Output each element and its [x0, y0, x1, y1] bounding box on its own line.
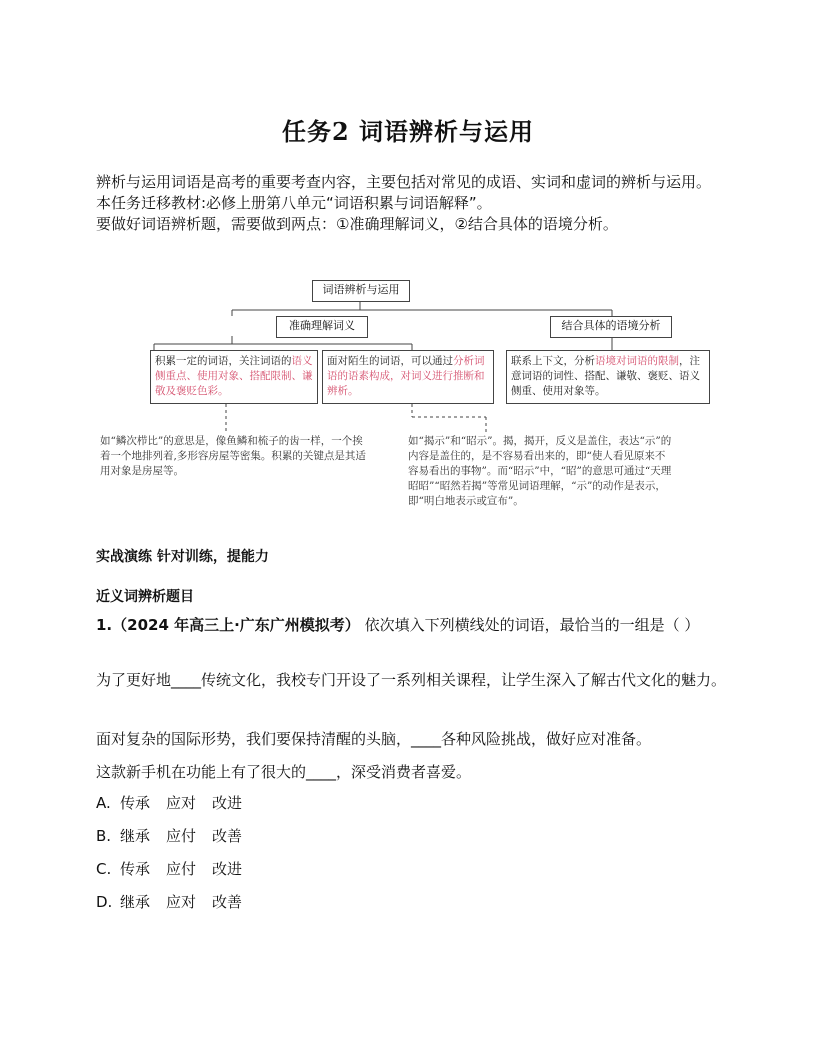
option-word: 改善	[212, 893, 243, 911]
option-letter: A.	[96, 794, 111, 812]
diagram-box-accumulate	[150, 350, 318, 404]
question-number: 1.	[96, 616, 113, 634]
diagram-node-context-analysis: 结合具体的语境分析	[550, 316, 672, 338]
diagram-node-understand-meaning: 准确理解词义	[276, 316, 368, 338]
option-word: 改善	[212, 827, 243, 845]
option-a[interactable]	[96, 792, 258, 813]
question-sentence-3: 这款新手机在功能上有了很大的____，深受消费者喜爱。	[96, 763, 472, 781]
intro-line: 要做好词语辨析题，需要做到两点：①准确理解词义，②结合具体的语境分析。	[96, 215, 618, 233]
plain-text: 联系上下文，分析	[511, 355, 595, 367]
option-c[interactable]	[96, 858, 258, 879]
plain-text: ，注意词语的词性、搭配、谦敬、褒贬、语义侧重、使用对象等。	[511, 355, 700, 397]
question-stem	[96, 613, 728, 637]
diagram-box-morpheme	[322, 350, 494, 404]
option-letter: B.	[96, 827, 112, 845]
option-word: 继承	[120, 827, 151, 845]
option-word: 应付	[166, 860, 197, 878]
diagram-box-text	[511, 354, 707, 399]
option-word: 传承	[120, 860, 151, 878]
option-word: 改进	[212, 860, 243, 878]
plain-text: 积累一定的词语，关注词语的	[155, 355, 292, 367]
concept-diagram	[96, 272, 720, 522]
option-word: 继承	[120, 893, 151, 911]
diagram-example-note-2: 如“揭示”和“昭示”。揭，揭开，反义是盖住，表达“示”的内容是盖住的，是不容易看出来的，即“使人看见原来不容易看出的事物”。而“昭示”中，“昭”的意思可通过“天理昭昭”“昭然若揭”等常见词语理解，“示”的动作是表示，即“明白地表示或宣布”。	[408, 435, 672, 507]
section-heading-practice: 实战演练 针对训练，提能力	[96, 549, 269, 565]
option-word: 改进	[212, 794, 243, 812]
page-title: 任务2 词语辨析与运用	[281, 117, 535, 146]
option-d[interactable]	[96, 891, 258, 912]
option-word: 应付	[166, 827, 197, 845]
question-prompt: 依次填入下列横线处的词语，最恰当的一组是（ ）	[359, 616, 700, 634]
diagram-box-text	[155, 354, 315, 399]
diagram-root-node: 词语辨析与运用	[312, 280, 410, 302]
intro-text	[96, 172, 728, 235]
highlight-text: 语境对词语的限制	[595, 355, 679, 367]
diagram-box-text	[327, 354, 491, 399]
highlight-text: 分析词语的语素构成，对词义进行推断和辨析。	[327, 355, 485, 397]
plain-text: 面对陌生的词语，可以通过	[327, 355, 453, 367]
option-letter: D.	[96, 893, 113, 911]
section-heading-synonyms: 近义词辨析题目	[96, 589, 194, 605]
intro-line: 辨析与运用词语是高考的重要考查内容，主要包括对常见的成语、实词和虚词的辨析与运用。	[96, 173, 712, 191]
option-word: 应对	[166, 893, 197, 911]
option-b[interactable]	[96, 825, 258, 846]
intro-line: 本任务迁移教材:必修上册第八单元“词语积累与词语解释”。	[96, 194, 492, 212]
diagram-example-note-1: 如“鳞次栉比”的意思是，像鱼鳞和梳子的齿一样，一个挨着一个地排列着,多形容房屋等密集。积累的关键点是其适用对象是房屋等。	[100, 435, 366, 477]
question-source: （2024 年高三上·广东广州模拟考）	[112, 616, 360, 634]
diagram-box-context	[506, 350, 710, 404]
option-word: 应对	[166, 794, 197, 812]
highlight-text: 语义侧重点、使用对象、搭配限制、谦敬及褒贬色彩。	[155, 355, 313, 397]
question-sentence-1: 为了更好地____传统文化，我校专门开设了一系列相关课程，让学生深入了解古代文化的魅力。	[96, 671, 727, 689]
question-sentence-2: 面对复杂的国际形势，我们要保持清醒的头脑，____各种风险挑战，做好应对准备。	[96, 730, 652, 748]
option-letter: C.	[96, 860, 112, 878]
option-word: 传承	[120, 794, 151, 812]
